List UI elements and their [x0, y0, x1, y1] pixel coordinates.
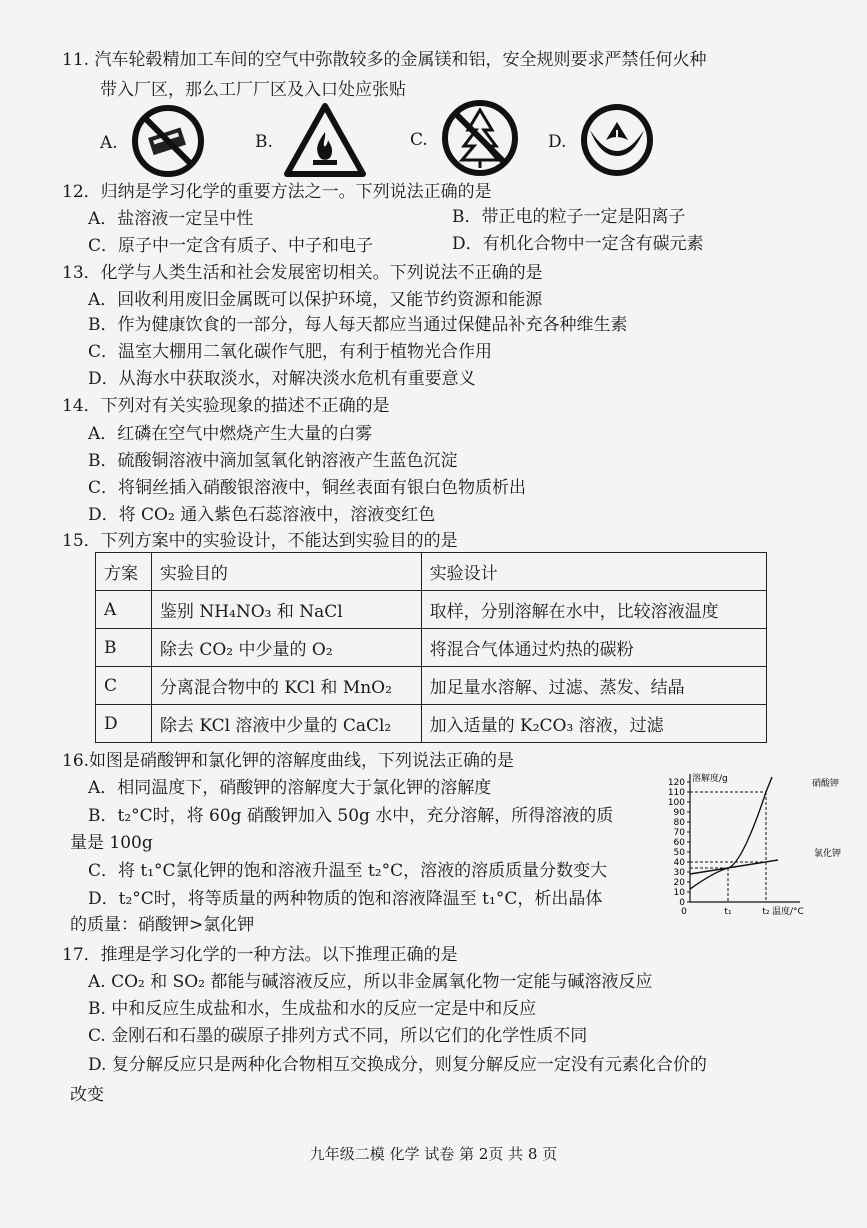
- table-header-cell: 实验目的: [151, 553, 421, 591]
- q11-option-a: [100, 104, 208, 182]
- q14-option-b: B．硫酸铜溶液中滴加氢氧化钠溶液产生蓝色沉淀: [88, 451, 458, 471]
- table-row: [96, 667, 767, 705]
- table-header-cell: 方案: [96, 553, 152, 591]
- q13-option-c: C．温室大棚用二氧化碳作气肥，有利于植物光合作用: [88, 342, 493, 362]
- page-footer: 九年级二模 化学 试卷 第 2页 共 8 页: [309, 1145, 558, 1163]
- q16-option-b-line1: B．t₂°C时，将 60g 硝酸钾加入 50g 水中，充分溶解，所得溶液的质: [88, 806, 614, 826]
- y-tick-label: 30: [673, 868, 685, 878]
- table-cell: 加入适量的 K₂CO₃ 溶液，过滤: [421, 705, 766, 743]
- y-tick-label: 100: [667, 798, 685, 808]
- y-tick-label: 50: [673, 848, 685, 858]
- table-cell: B: [96, 629, 152, 667]
- q14-stem: 14．下列对有关实验现象的描述不正确的是: [62, 396, 390, 416]
- q16-option-d-line1: D．t₂°C时，将等质量的两种物质的饱和溶液降温至 t₁°C，析出晶体: [88, 889, 603, 909]
- q16-option-a: A．相同温度下，硝酸钾的溶解度大于氯化钾的溶解度: [88, 778, 492, 798]
- q12-option-d: D．有机化合物中一定含有碳元素: [452, 234, 704, 254]
- q13-option-b: B．作为健康饮食的一部分，每人每天都应当通过保健品补充各种维生素: [88, 315, 628, 335]
- no-felling-icon: [438, 98, 522, 182]
- table-cell: A: [96, 591, 152, 629]
- chart-axes: [687, 774, 800, 902]
- q11-option-a-letter: A.: [100, 133, 118, 153]
- series-line-kcl: [690, 860, 778, 874]
- q11-option-b: [255, 102, 367, 182]
- q11-option-b-letter: B.: [255, 132, 273, 152]
- green-food-icon: [576, 100, 658, 184]
- y-tick-label: 70: [673, 828, 685, 838]
- table-header-row: [96, 553, 767, 591]
- y-tick-label: 20: [673, 878, 685, 888]
- y-tick-label: 80: [673, 818, 685, 828]
- q13-stem: 13．化学与人类生活和社会发展密切相关。下列说法不正确的是: [62, 263, 543, 283]
- y-tick-label: 10: [673, 888, 685, 898]
- x-tick-label: t₂: [762, 907, 770, 917]
- series-label-kcl: 氯化钾: [814, 849, 842, 859]
- q14-option-d: D．将 CO₂ 通入紫色石蕊溶液中，溶液变红色: [88, 505, 436, 525]
- q16-option-c: C．将 t₁°C氯化钾的饱和溶液升温至 t₂°C，溶液的溶质质量分数变大: [88, 861, 608, 881]
- table-row: [96, 705, 767, 743]
- q11-option-d: [548, 100, 658, 184]
- q12-stem: 12．归纳是学习化学的重要方法之一。下列说法正确的是: [62, 182, 492, 202]
- q17-option-a: A. CO₂ 和 SO₂ 都能与碱溶液反应，所以非金属氧化物一定能与碱溶液反应: [88, 972, 653, 992]
- chart-series: [690, 777, 778, 889]
- table-cell: C: [96, 667, 152, 705]
- chart-guides: [690, 792, 766, 902]
- q14-option-c: C．将铜丝插入硝酸银溶液中，铜丝表面有银白色物质析出: [88, 478, 527, 498]
- table-cell: 除去 KCl 溶液中少量的 CaCl₂: [151, 705, 421, 743]
- q12-option-b: B．带正电的粒子一定是阳离子: [452, 207, 686, 227]
- table-row: [96, 629, 767, 667]
- q11-stem-line1: 11. 汽车轮毂精加工车间的空气中弥散较多的金属镁和铝，安全规则要求严禁任何火种: [62, 50, 707, 70]
- table-cell: D: [96, 705, 152, 743]
- table-row: [96, 591, 767, 629]
- table-cell: 分离混合物中的 KCl 和 MnO₂: [151, 667, 421, 705]
- q17-option-c: C. 金刚石和石墨的碳原子排列方式不同，所以它们的化学性质不同: [88, 1026, 588, 1046]
- series-label-kno3: 硝酸钾: [812, 779, 840, 789]
- q16-option-d-line2: 的质量：硝酸钾>氯化钾: [70, 915, 255, 935]
- chart-labels: [668, 772, 841, 917]
- table-header-cell: 实验设计: [421, 553, 766, 591]
- table-cell: 取样，分别溶解在水中，比较溶液温度: [421, 591, 766, 629]
- q14-option-a: A．红磷在空气中燃烧产生大量的白雾: [88, 424, 373, 444]
- x-tick-label: 0: [681, 907, 687, 917]
- q12-option-a: A．盐溶液一定呈中性: [88, 209, 254, 229]
- q11-option-c: [410, 98, 522, 182]
- y-tick-label: 0: [679, 898, 685, 908]
- q17-option-d-line1: D. 复分解反应只是两种化合物相互交换成分，则复分解反应一定没有元素化合价的: [88, 1055, 707, 1075]
- y-tick-label: 110: [667, 788, 685, 798]
- table-cell: 鉴别 NH₄NO₃ 和 NaCl: [151, 591, 421, 629]
- y-tick-label: 60: [673, 838, 685, 848]
- no-fire-icon: [128, 104, 208, 182]
- table-cell: 除去 CO₂ 中少量的 O₂: [151, 629, 421, 667]
- y-tick-label: 90: [673, 808, 685, 818]
- q15-stem: 15．下列方案中的实验设计，不能达到实验目的的是: [62, 531, 458, 551]
- q15-table: [95, 552, 767, 743]
- q11-stem-line2: 带入厂区，那么工厂厂区及入口处应张贴: [100, 80, 406, 100]
- table-cell: 加足量水溶解、过滤、蒸发、结晶: [421, 667, 766, 705]
- x-axis-label: 温度/°C: [772, 907, 804, 917]
- table-cell: 将混合气体通过灼热的碳粉: [421, 629, 766, 667]
- q13-option-a: A．回收利用废旧金属既可以保护环境，又能节约资源和能源: [88, 290, 543, 310]
- q12-option-c: C．原子中一定含有质子、中子和电子: [88, 236, 374, 256]
- q16-option-b-line2: 量是 100g: [70, 833, 153, 853]
- y-tick-label: 40: [673, 858, 685, 868]
- y-axis-label: 溶解度/g: [692, 774, 728, 784]
- q16-stem: 16.如图是硝酸钾和氯化钾的溶解度曲线，下列说法正确的是: [62, 751, 515, 771]
- q13-option-d: D．从海水中获取淡水，对解决淡水危机有重要意义: [88, 369, 476, 389]
- flammable-warning-icon: [283, 102, 367, 182]
- q17-option-d-line2: 改变: [70, 1085, 104, 1105]
- q11-option-d-letter: D.: [548, 132, 567, 152]
- y-tick-label: 120: [667, 778, 685, 788]
- x-tick-label: t₁: [724, 907, 732, 917]
- q17-stem: 17．推理是学习化学的一种方法。以下推理正确的是: [62, 945, 458, 965]
- q11-option-c-letter: C.: [410, 130, 428, 150]
- solubility-chart: [650, 762, 842, 922]
- q17-option-b: B. 中和反应生成盐和水，生成盐和水的反应一定是中和反应: [88, 999, 537, 1019]
